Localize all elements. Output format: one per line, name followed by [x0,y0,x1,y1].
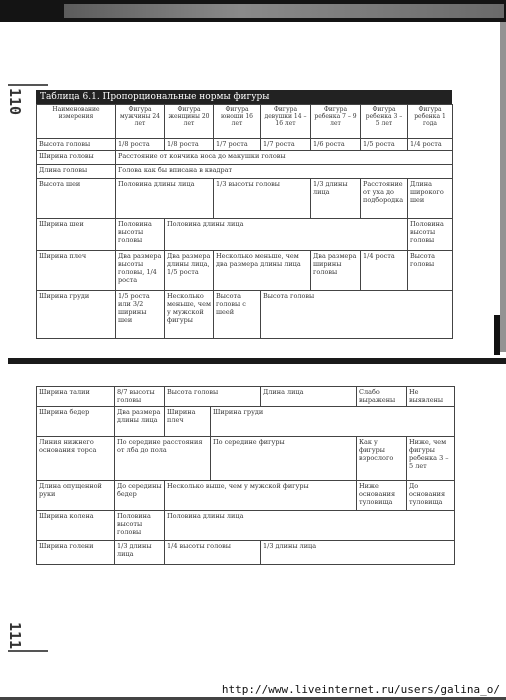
row-label: Высота головы [37,139,116,151]
table-row [37,219,453,251]
proportions-table-top [36,104,453,339]
table-cell: 1/4 роста [361,251,408,291]
table-cell: По середине расстояния от лба до пола [115,437,211,481]
table-cell: Половина длины лица [165,219,408,251]
scan-top-shade [64,4,504,18]
table-caption: Таблица 6.1. Пропорциональные нормы фигуры [36,90,452,104]
row-label: Ширина талии [37,387,115,407]
table-cell: Несколько выше, чем у мужской фигуры [165,481,357,511]
table-cell: Два размера длины лица, 1/5 роста [165,251,214,291]
table-cell: 1/5 роста [361,139,408,151]
table-cell: Длина широкого шеи [408,179,453,219]
table-cell: Высота головы с шеей [214,291,261,339]
row-label: Длина головы [37,165,116,179]
table-cell: Высота головы [261,291,453,339]
row-label: Ширина головы [37,151,116,165]
table-cell: 1/5 роста или 3/2 ширины шеи [116,291,165,339]
table-cell: Высота головы [408,251,453,291]
table-cell: Половина длины лица [116,179,214,219]
table-row [37,511,455,541]
table-cell: 1/7 роста [214,139,261,151]
header-cell: Фигура мужчины 24 лет [116,105,165,139]
scan-right-edge [500,22,506,352]
table-cell: Два размера высоты головы, 1/4 роста [116,251,165,291]
page-top-rule [8,84,48,86]
table-cell: Несколько меньше, чем у мужской фигуры [165,291,214,339]
table-cell: Высота головы [165,387,261,407]
table-cell: Два размера длины лица [115,407,165,437]
page-divider [8,358,506,364]
header-cell: Фигура ребенка 3 – 5 лет [361,105,408,139]
table-cell: Расстояние от кончика носа до макушки головы [116,151,453,165]
header-cell: Фигура ребенка 1 года [408,105,453,139]
proportions-table-bottom [36,386,455,565]
table-cell: Два размера ширины головы [311,251,361,291]
table-row [37,179,453,219]
table-row [37,437,455,481]
table-cell: Половина длины лица [165,511,455,541]
table-row [37,251,453,291]
row-label: Ширина голени [37,541,115,565]
header-cell: Фигура женщины 20 лет [165,105,214,139]
header-cell: Фигура девушки 14 – 16 лет [261,105,311,139]
table-cell: Половина высоты головы [408,219,453,251]
row-label: Ширина шеи [37,219,116,251]
header-cell: Фигура юноши 16 лет [214,105,261,139]
table-cell: Несколько меньше, чем два размера длины лица [214,251,311,291]
table-cell: До основания туловища [407,481,455,511]
row-label: Высота шеи [37,179,116,219]
header-cell: Фигура ребенка 7 – 9 лет [311,105,361,139]
scan-right-mark [494,315,500,355]
row-label: Ширина колена [37,511,115,541]
row-label: Ширина груди [37,291,116,339]
row-label: Ширина плеч [37,251,116,291]
table-cell: Длина лица [261,387,357,407]
table-row [37,291,453,339]
table-cell: 1/8 роста [116,139,165,151]
table-cell: Ниже, чем фигуры ребенка 3 – 5 лет [407,437,455,481]
table-cell: Ширина груди [211,407,455,437]
table-cell: 1/3 длины лица [261,541,455,565]
table-row [37,151,453,165]
table-cell: Расстояние от уха до подбородка [361,179,408,219]
table-row [37,541,455,565]
table-row [37,407,455,437]
header-cell: Наименование измерения [37,105,116,139]
table-row [37,387,455,407]
table-cell: Не выявлены [407,387,455,407]
table-cell: 8/7 высоты головы [115,387,165,407]
table-cell: Половина высоты головы [116,219,165,251]
table-row [37,481,455,511]
table-cell: 1/3 длины лица [115,541,165,565]
row-label: Ширина бедер [37,407,115,437]
table-cell: 1/7 роста [261,139,311,151]
table-row [37,165,453,179]
table-cell: 1/8 роста [165,139,214,151]
table-row [37,139,453,151]
page-number-top: 110 [6,88,24,116]
table-cell: 1/3 длины лица [311,179,361,219]
table-cell: Слабо выражены [357,387,407,407]
page-number-bottom: 111 [6,622,24,650]
table-header-row [37,105,453,139]
table-cell: Как у фигуры взрослого [357,437,407,481]
table-cell: По середине фигуры [211,437,357,481]
row-label: Линия нижнего основания торса [37,437,115,481]
scan-top-edge [0,0,506,22]
table-cell: 1/6 роста [311,139,361,151]
table-cell: 1/4 роста [408,139,453,151]
row-label: Длина опущенной руки [37,481,115,511]
page-bottom-rule [8,650,48,652]
table-cell: До середины бедер [115,481,165,511]
table-cell: Ниже основания туловища [357,481,407,511]
table-cell: 1/4 высоты головы [165,541,261,565]
table-cell: 1/3 высоты головы [214,179,311,219]
table-cell: Голова как бы вписана в квадрат [116,165,453,179]
source-url: http://www.liveinternet.ru/users/galina_o/ [221,683,500,696]
table-cell: Половина высоты головы [115,511,165,541]
table-cell: Ширина плеч [165,407,211,437]
